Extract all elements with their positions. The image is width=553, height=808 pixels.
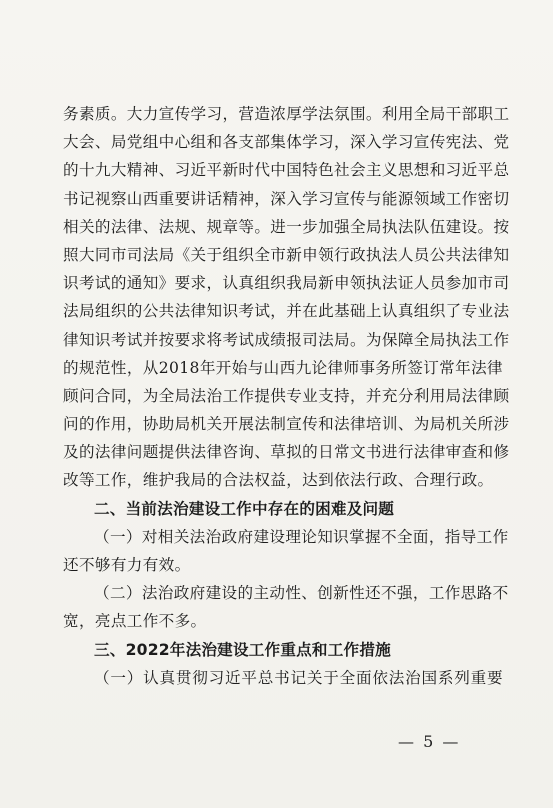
body-line: 照大同市司法局《关于组织全市新申领行政执法人员公共法律知 [63,245,510,264]
body-line: 识考试的通知》要求，认真组织我局新申领执法证人员参加市司 [63,274,510,293]
body-line: 的规范性，从2018年开始与山西九论律师事务所签订常年法律 [63,358,503,377]
item-2-1-line: 还不够有力有效。 [63,556,191,574]
body-line: 问的作用，协助局机关开展法制宣传和法律培训、为局机关所涉 [63,415,510,434]
body-line: 大会、局党组中心组和各支部集体学习，深入学习宣传宪法、党 [63,133,510,152]
section-heading-2: 二、当前法治建设工作中存在的困难及问题 [94,499,395,518]
body-line: 法局组织的公共法律知识考试，并在此基础上认真组织了专业法 [63,302,510,321]
item-2-1-line: （一）对相关法治政府建设理论知识掌握不全面，指导工作 [94,527,509,546]
page-number: — 5 — [398,732,461,751]
body-line: 律知识考试并按要求将考试成绩报司法局。为保障全局执法工作 [63,330,510,349]
item-2-2-line: 宽，亮点工作不多。 [63,612,207,631]
body-line: 的十九大精神、习近平新时代中国特色社会主义思想和习近平总 [63,161,510,180]
item-3-1-line: （一）认真贯彻习近平总书记关于全面依法治国系列重要 [94,668,503,687]
body-line: 书记视察山西重要讲话精神，深入学习宣传与能源领域工作密切 [63,189,510,208]
body-line: 改等工作，维护我局的合法权益，达到依法行政、合理行政。 [63,471,494,490]
item-2-2-line: （二）法治政府建设的主动性、创新性还不强，工作思路不 [94,584,509,603]
document-body [63,100,510,692]
body-line: 相关的法律、法规、规章等。进一步加强全局执法队伍建设。按 [63,217,510,236]
body-line: 及的法律问题提供法律咨询、草拟的日常文书进行法律审查和修 [63,443,510,462]
body-line: 务素质。大力宣传学习，营造浓厚学法氛围。利用全局干部职工 [63,105,510,123]
section-heading-3: 三、2022年法治建设工作重点和工作措施 [94,640,391,659]
body-line: 顾问合同，为全局法治工作提供专业支持，并充分利用局法律顾 [63,386,510,405]
